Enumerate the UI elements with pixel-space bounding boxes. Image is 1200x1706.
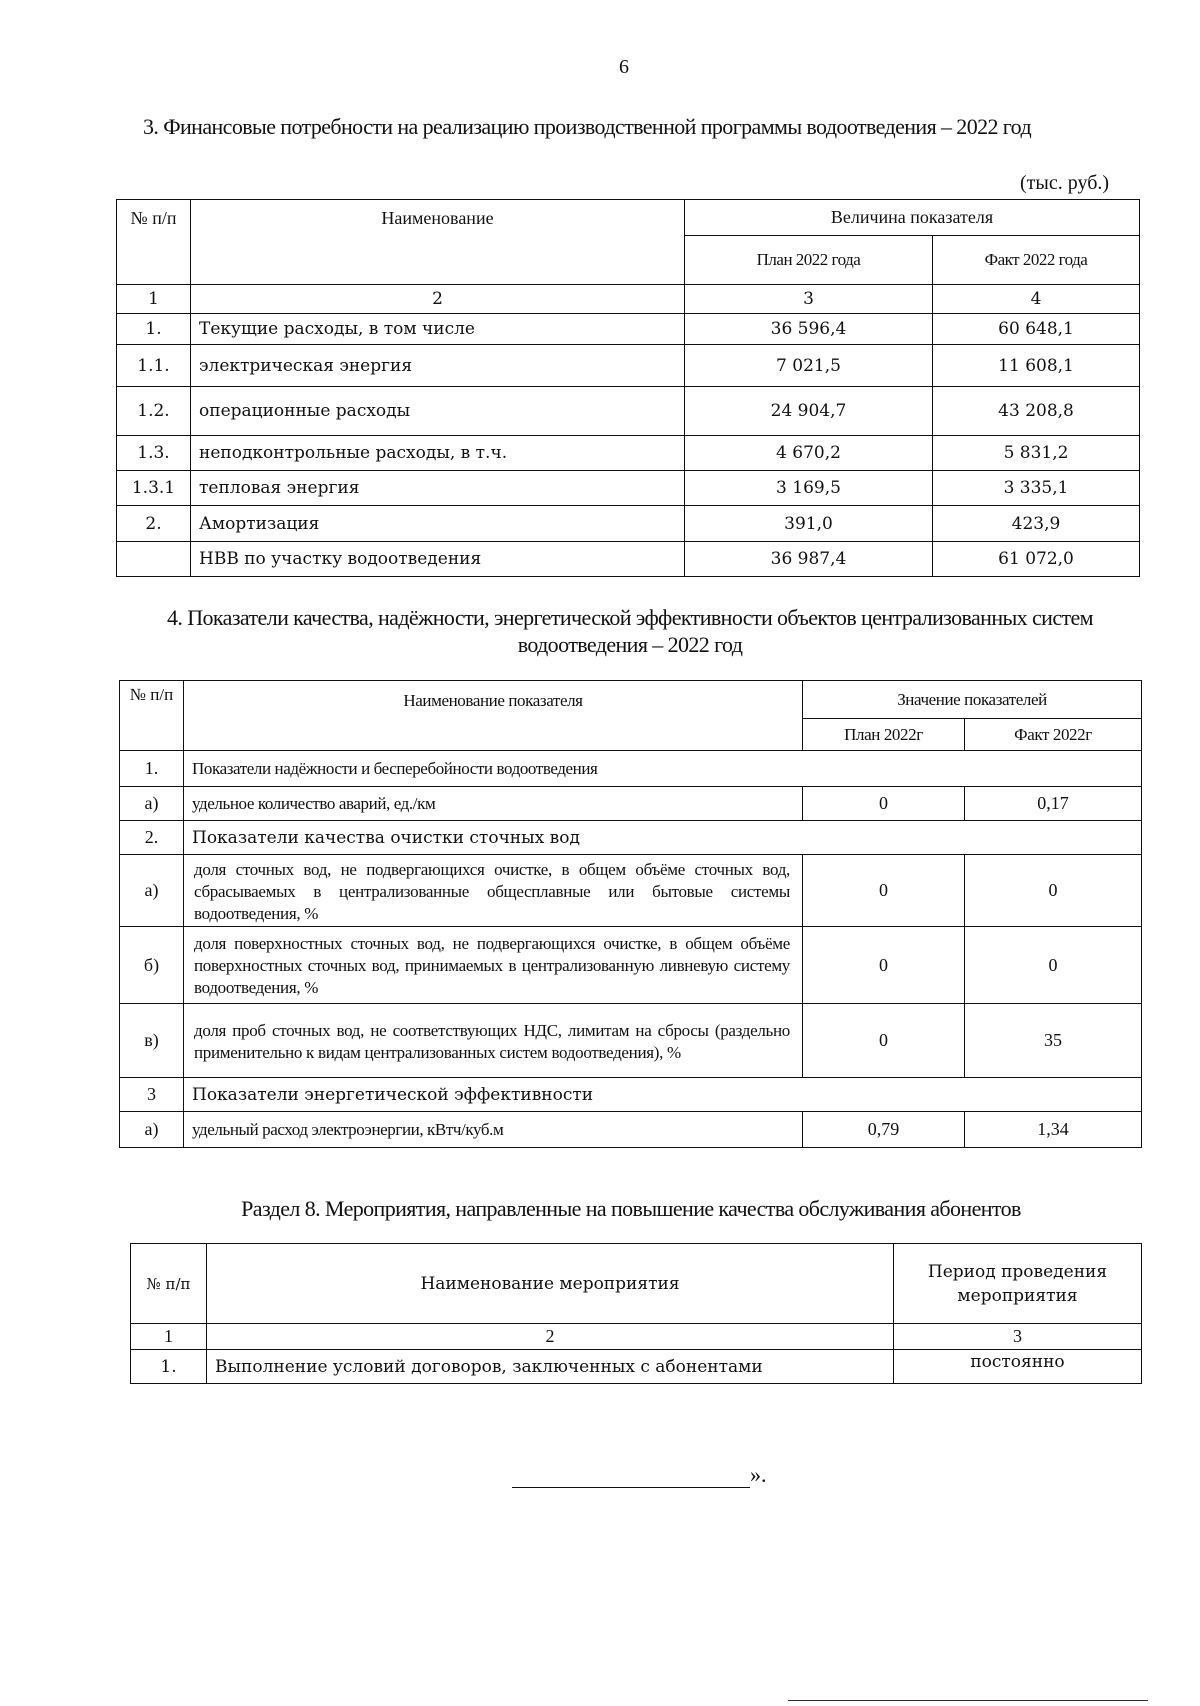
row-name: доля поверхностных сточных вод, не подвергающихся очистке, в общем объёме поверхностных сточных вод, принимаемых в централизованную ливневую систему водоотведения, % xyxy=(184,927,803,1004)
row-name: удельное количество аварий, ед./км xyxy=(184,787,803,821)
table-row xyxy=(120,927,1142,1004)
row-name: операционные расходы xyxy=(191,387,685,436)
row-fact: 43 208,8 xyxy=(933,387,1140,436)
financial-needs-table xyxy=(116,199,1140,577)
header-name: Наименование мероприятия xyxy=(207,1244,894,1324)
quality-indicators-table xyxy=(119,680,1142,1148)
table-row xyxy=(117,436,1140,471)
row-fact: 1,34 xyxy=(965,1112,1142,1148)
group-num: 3 xyxy=(120,1078,184,1112)
measures-table xyxy=(130,1243,1142,1384)
row-fact: 35 xyxy=(965,1004,1142,1078)
row-period: постоянно xyxy=(894,1350,1142,1384)
row-num: 2. xyxy=(117,506,191,542)
row-plan: 0 xyxy=(803,855,965,927)
row-name: Амортизация xyxy=(191,506,685,542)
row-num: в) xyxy=(120,1004,184,1078)
table-row xyxy=(120,1004,1142,1078)
header-num: № п/п xyxy=(131,1244,207,1324)
row-name: Выполнение условий договоров, заключенных с абонентами xyxy=(207,1350,894,1384)
row-name: Текущие расходы, в том числе xyxy=(191,314,685,345)
col-number: 3 xyxy=(894,1324,1142,1350)
col-number: 1 xyxy=(117,285,191,314)
row-fact: 61 072,0 xyxy=(933,542,1140,577)
header-num: № п/п xyxy=(120,681,184,751)
row-plan: 4 670,2 xyxy=(685,436,933,471)
unit-label: (тыс. руб.) xyxy=(1020,172,1110,194)
row-name: НВВ по участку водоотведения xyxy=(191,542,685,577)
row-name: тепловая энергия xyxy=(191,471,685,506)
row-fact: 5 831,2 xyxy=(933,436,1140,471)
col-number: 2 xyxy=(191,285,685,314)
row-name: доля проб сточных вод, не соответствующих НДС, лимитам на сбросы (раздельно применительно к видам централизованных систем водоотведения), % xyxy=(184,1004,803,1078)
column-numbers-row xyxy=(131,1324,1142,1350)
row-num: 1.3. xyxy=(117,436,191,471)
table-header-row xyxy=(131,1244,1142,1324)
table-row xyxy=(120,787,1142,821)
row-plan: 36 596,4 xyxy=(685,314,933,345)
col-number: 1 xyxy=(131,1324,207,1350)
row-plan: 0 xyxy=(803,787,965,821)
table-row xyxy=(120,855,1142,927)
header-value: Величина показателя xyxy=(685,200,1140,236)
row-name: неподконтрольные расходы, в т.ч. xyxy=(191,436,685,471)
signature-line xyxy=(512,1467,750,1488)
row-plan: 0 xyxy=(803,927,965,1004)
header-plan: План 2022 года xyxy=(685,236,933,285)
section-3-title: 3. Финансовые потребности на реализацию производственной программы водоотведения – 2022 год xyxy=(143,114,1032,139)
row-num: 1.1. xyxy=(117,345,191,387)
header-fact: Факт 2022 года xyxy=(933,236,1140,285)
row-fact: 0 xyxy=(965,855,1142,927)
table-row xyxy=(117,387,1140,436)
row-fact: 3 335,1 xyxy=(933,471,1140,506)
column-numbers-row xyxy=(117,285,1140,314)
table-row xyxy=(117,506,1140,542)
row-name: электрическая энергия xyxy=(191,345,685,387)
row-plan: 36 987,4 xyxy=(685,542,933,577)
row-plan: 3 169,5 xyxy=(685,471,933,506)
row-plan: 24 904,7 xyxy=(685,387,933,436)
closing-mark xyxy=(512,1462,767,1488)
row-num: а) xyxy=(120,787,184,821)
row-num: 1.2. xyxy=(117,387,191,436)
table-row xyxy=(117,471,1140,506)
table-row xyxy=(117,542,1140,577)
section-4-title: 4. Показатели качества, надёжности, энергетической эффективности объектов централизованных систем водоотведения – 2022 год xyxy=(167,605,1093,657)
table-row xyxy=(117,314,1140,345)
section-8-title: Раздел 8. Мероприятия, направленные на повышение качества обслуживания абонентов xyxy=(241,1196,1021,1221)
col-number: 4 xyxy=(933,285,1140,314)
group-title: Показатели энергетической эффективности xyxy=(184,1078,1142,1112)
row-num: б) xyxy=(120,927,184,1004)
table-header-row xyxy=(120,681,1142,719)
row-fact: 0,17 xyxy=(965,787,1142,821)
row-fact: 11 608,1 xyxy=(933,345,1140,387)
table-row xyxy=(117,345,1140,387)
row-fact: 423,9 xyxy=(933,506,1140,542)
row-num: 1.3.1 xyxy=(117,471,191,506)
group-row xyxy=(120,821,1142,855)
group-row xyxy=(120,1078,1142,1112)
group-num: 2. xyxy=(120,821,184,855)
row-fact: 0 xyxy=(965,927,1142,1004)
header-period: Период проведения мероприятия xyxy=(894,1244,1142,1324)
table-header-row xyxy=(117,200,1140,236)
row-plan: 7 021,5 xyxy=(685,345,933,387)
bottom-rule xyxy=(788,1700,1148,1701)
row-plan: 391,0 xyxy=(685,506,933,542)
header-num: № п/п xyxy=(117,200,191,285)
group-title: Показатели надёжности и бесперебойности водоотведения xyxy=(184,751,1142,787)
group-num: 1. xyxy=(120,751,184,787)
page-number: 6 xyxy=(619,56,629,78)
header-name: Наименование показателя xyxy=(184,681,803,751)
group-row xyxy=(120,751,1142,787)
row-num: 1. xyxy=(131,1350,207,1384)
table-row xyxy=(131,1350,1142,1384)
header-value: Значение показателей xyxy=(803,681,1142,719)
row-num xyxy=(117,542,191,577)
row-num: а) xyxy=(120,855,184,927)
col-number: 3 xyxy=(685,285,933,314)
row-num: а) xyxy=(120,1112,184,1148)
row-plan: 0 xyxy=(803,1004,965,1078)
header-fact: Факт 2022г xyxy=(965,719,1142,751)
row-fact: 60 648,1 xyxy=(933,314,1140,345)
header-plan: План 2022г xyxy=(803,719,965,751)
header-name: Наименование xyxy=(191,200,685,285)
closing-quote: ». xyxy=(750,1462,767,1487)
row-plan: 0,79 xyxy=(803,1112,965,1148)
row-name: удельный расход электроэнергии, кВтч/куб.м xyxy=(184,1112,803,1148)
table-row xyxy=(120,1112,1142,1148)
group-title: Показатели качества очистки сточных вод xyxy=(184,821,1142,855)
row-num: 1. xyxy=(117,314,191,345)
row-name: доля сточных вод, не подвергающихся очистке, в общем объёме сточных вод, сбрасываемых в централизованные общесплавные или бытовые системы водоотведения, % xyxy=(184,855,803,927)
col-number: 2 xyxy=(207,1324,894,1350)
